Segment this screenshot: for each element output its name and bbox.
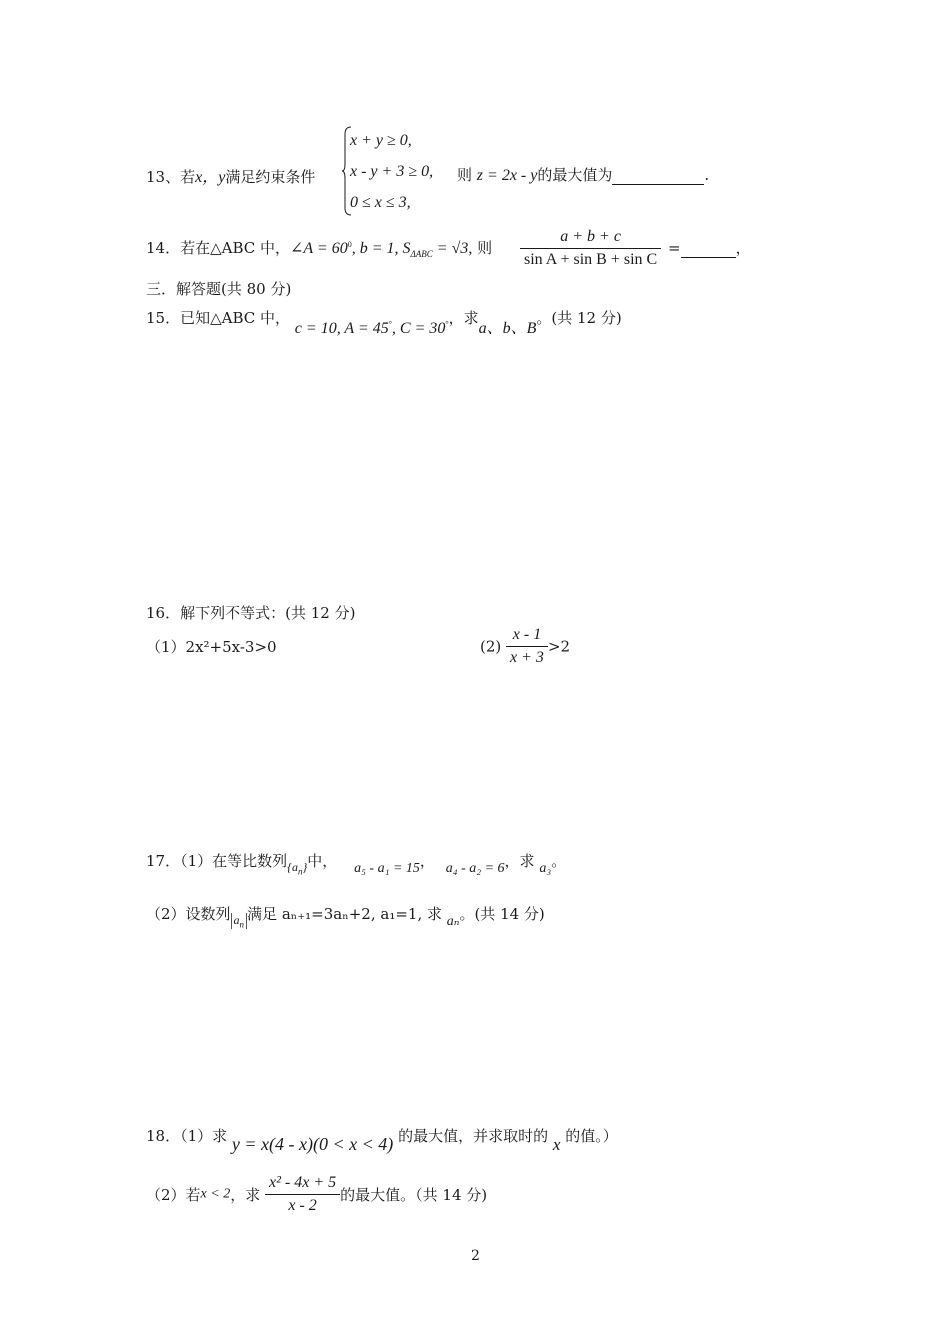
q13-constraint-1: x + y ≥ 0, [350, 132, 412, 149]
q17-l2-sequence: $a_n$ [231, 913, 248, 929]
q13-vars: x，y [195, 169, 226, 186]
q14-numerator: a + b + c [520, 226, 661, 249]
q15-ask: ，求 [448, 309, 479, 327]
q18-cond: x < 2 [200, 1186, 231, 1202]
q17-cond2: a₄ - a₂ = 6 [445, 861, 505, 876]
q18-l1-mid: 的最大值，并求取时的 [398, 1127, 549, 1145]
q13-end: . [704, 166, 710, 184]
q14-denominator: sin A + sin B + sin C [524, 251, 658, 268]
q17-l1-start: 17．（1）在等比数列 [146, 852, 288, 870]
q18-numerator: x² - 4x + 5 [265, 1172, 340, 1195]
q17-l2-target: aₙ [446, 914, 460, 929]
q13-then: 则 [457, 166, 473, 184]
q15-line [146, 305, 622, 337]
q17-target: a₃ [539, 861, 552, 876]
q14-subscript: ΔABC [410, 249, 433, 259]
q16-part2-relation: >2 [547, 637, 571, 656]
q16-part1: （1）2x²+5x-3>0 [146, 638, 277, 656]
q13-line [146, 164, 315, 187]
q14-cond2: , b = 1, S [351, 240, 411, 257]
q13-answer-blank[interactable] [612, 166, 704, 185]
q17-l1-in: 中， [307, 852, 338, 870]
q17-line-1 [146, 850, 567, 877]
q14-eq: = [668, 239, 681, 257]
q15-cond: c = 10, A = 45°, C = 30° [294, 319, 449, 337]
q15-vars: a、b、B [478, 320, 537, 337]
q18-line-2 [146, 1172, 487, 1217]
q13-number: 13、若 [146, 168, 196, 186]
q17-l2-text: 满足 aₙ₊₁=3aₙ+2, a₁=1, 求 [247, 905, 442, 923]
q13-tail-text: 的最大值为 [537, 166, 613, 184]
q14-line [146, 237, 492, 259]
q18-l1-start: 18．（1）求 [146, 1127, 228, 1145]
q16-part2-label: (2) [480, 637, 502, 656]
q18-l2-start: （2）若 [146, 1186, 201, 1204]
q16-part2-denominator: x + 3 [510, 649, 544, 666]
q18-function: y = x(4 - x)(0 < x < 4) [231, 1134, 394, 1154]
q13-tail [457, 164, 709, 185]
q14-cond3: = √3, [432, 240, 473, 257]
q17-sep: ， [419, 852, 435, 870]
q14-answer [668, 237, 751, 258]
q18-l2-tail: 的最大值。（共 14 分) [340, 1186, 488, 1204]
page-number: 2 [471, 1248, 480, 1264]
q14-number: 14．若在△ABC 中， [146, 239, 291, 257]
q17-sequence: {an} [287, 860, 308, 877]
q14-end: ， [735, 239, 751, 257]
q16-part2-numerator: x - 1 [506, 624, 548, 647]
q17-ask: ，求 [504, 852, 535, 870]
q14-degree: 0 [347, 240, 352, 249]
q16-part2 [480, 624, 570, 669]
section-three-heading: 三．解答题(共 80 分) [146, 280, 292, 298]
q15-tail: 。(共 12 分) [536, 309, 622, 327]
q17-l2-tail: 。(共 14 分) [459, 905, 545, 923]
q14-cond: ∠A = 60 [290, 240, 348, 257]
q13-text: 满足约束条件 [225, 168, 316, 186]
q15-number: 15．已知△ABC 中， [146, 309, 291, 327]
q13-constraint-2: x - y + 3 ≥ 0, [350, 163, 434, 180]
q17-line-2 [146, 903, 545, 930]
q14-fraction [520, 226, 661, 271]
q14-then: 则 [477, 239, 493, 257]
q14-answer-blank[interactable] [681, 239, 736, 258]
q13-expr: z = 2x - y [476, 167, 538, 184]
q16-title: 16．解下列不等式：(共 12 分) [146, 604, 356, 622]
q17-cond1: a₅ - a₁ = 15 [354, 861, 420, 876]
q18-denominator: x - 2 [288, 1197, 317, 1214]
q17-end: 。 [551, 852, 567, 870]
q18-var: x [552, 1135, 561, 1154]
q18-line-1 [146, 1125, 618, 1154]
q17-l2-start: （2）设数列 [146, 905, 231, 923]
q18-l2-ask: ，求 [230, 1186, 261, 1204]
q18-l1-end: 的值。） [565, 1127, 618, 1145]
q18-fraction [265, 1172, 340, 1217]
q13-constraint-3: 0 ≤ x ≤ 3, [350, 194, 411, 211]
q16-part2-fraction [506, 624, 548, 669]
